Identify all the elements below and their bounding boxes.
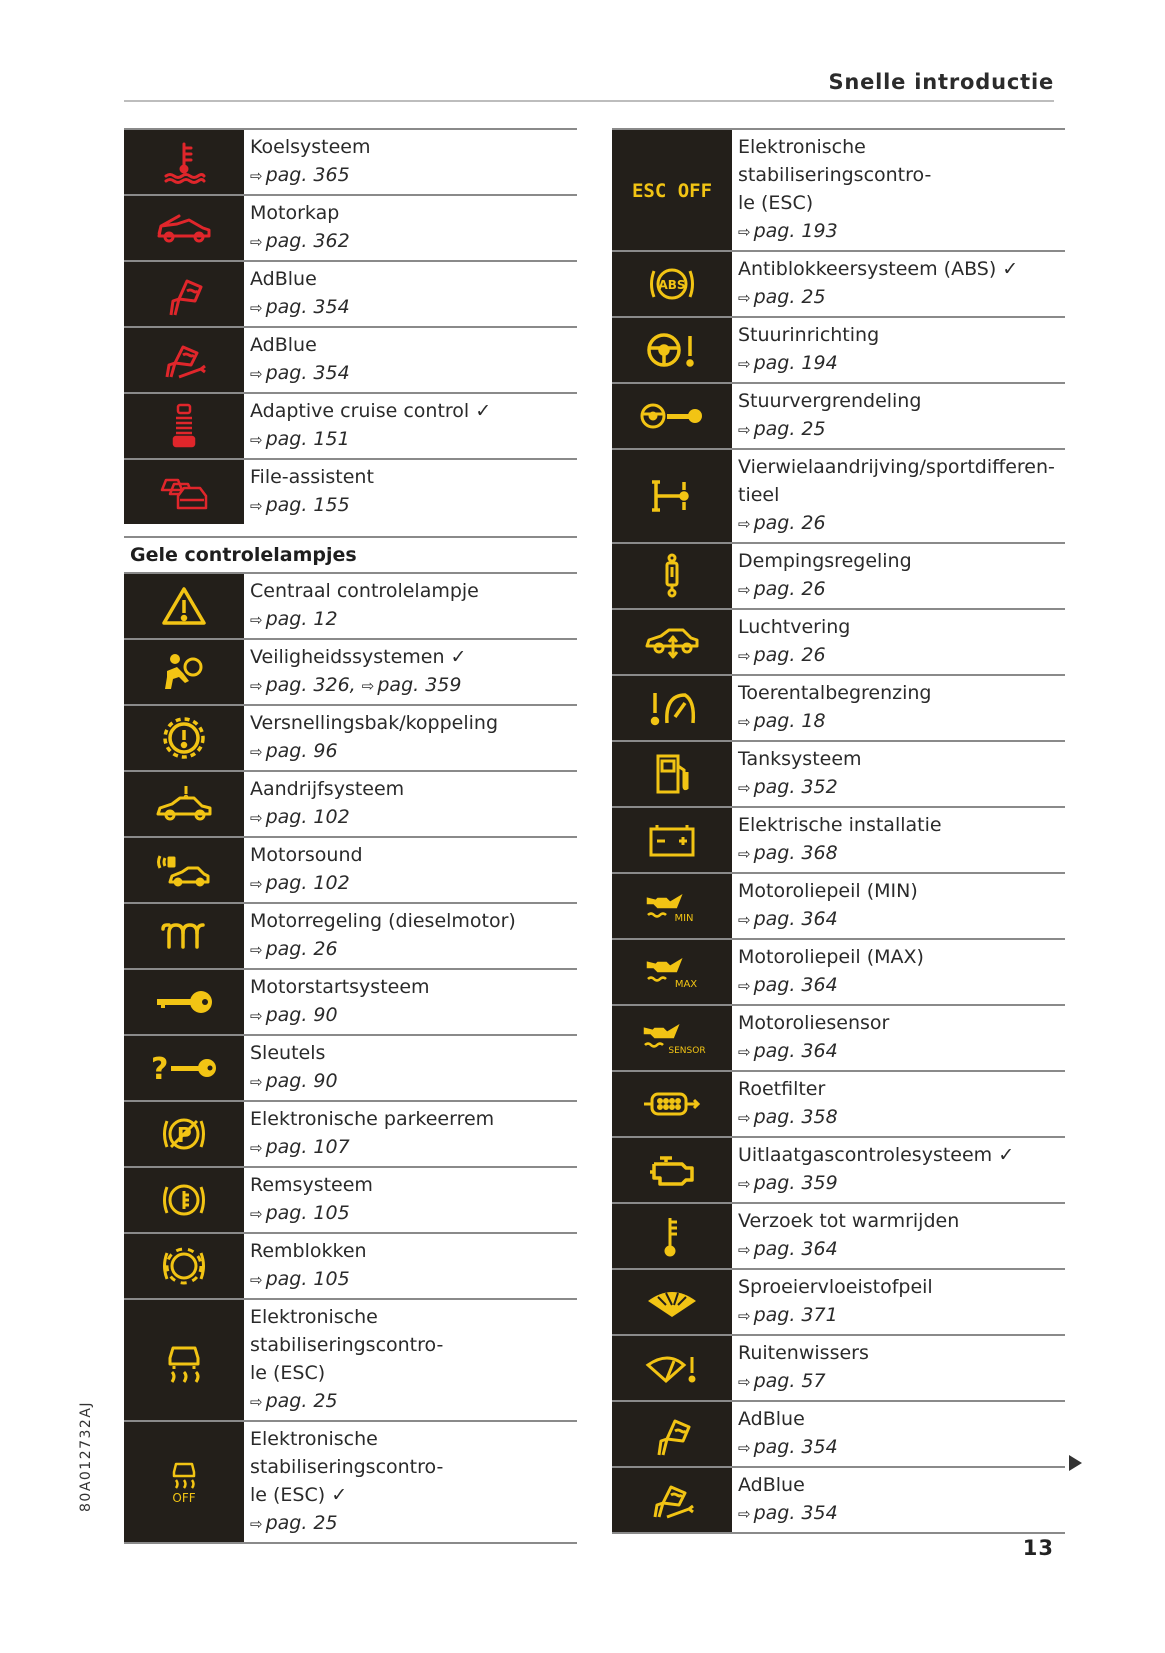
list-item [124, 902, 577, 968]
steering-lock-icon [639, 401, 705, 431]
entry-title: Ruitenwissers [738, 1342, 869, 1364]
entry-page-ref[interactable]: ⇨ pag. 354 [738, 1436, 838, 1458]
entry-page-ref[interactable]: ⇨ pag. 326, ⇨ pag. 359 [250, 674, 462, 696]
entry-title: Motoroliepeil (MAX) [738, 946, 924, 968]
list-item [124, 1298, 577, 1420]
list-item [124, 1166, 577, 1232]
oil-max-icon [644, 953, 700, 991]
list-item [612, 316, 1065, 382]
entry-title: AdBlue [738, 1408, 805, 1430]
list-item [612, 382, 1065, 448]
adblue-nozzle-icon [161, 271, 207, 317]
entry-page-ref[interactable]: ⇨ pag. 25 [250, 1512, 338, 1534]
adblue-wrench-icon [159, 337, 209, 383]
left-column [124, 128, 577, 1544]
entry-page-ref[interactable]: ⇨ pag. 57 [738, 1370, 826, 1392]
washer-fluid-icon [644, 1285, 700, 1319]
right-column [612, 128, 1065, 1534]
entry-page-ref[interactable]: ⇨ pag. 354 [738, 1502, 838, 1524]
entry-title: Remsysteem [250, 1174, 373, 1196]
list-item [612, 806, 1065, 872]
entry-page-ref[interactable]: ⇨ pag. 12 [250, 608, 338, 630]
entry-page-ref[interactable]: ⇨ pag. 155 [250, 494, 350, 516]
list-item [612, 1466, 1065, 1534]
particulate-filter-icon [642, 1088, 702, 1120]
entry-title-continued: le (ESC) ✓ [250, 1484, 348, 1506]
list-item [612, 1136, 1065, 1202]
entry-title: AdBlue [250, 334, 317, 356]
oil-min-icon [644, 887, 700, 925]
abs-label: ABS [658, 278, 686, 292]
oil-sensor-label: SENSOR [668, 1046, 706, 1056]
list-item [124, 458, 577, 524]
list-item [124, 836, 577, 902]
entry-page-ref[interactable]: ⇨ pag. 90 [250, 1004, 338, 1026]
entry-title: Elektrische installatie [738, 814, 942, 836]
list-item [612, 1334, 1065, 1400]
engine-check-icon [646, 1150, 698, 1190]
entry-title: Centraal controlelampje [250, 580, 479, 602]
list-item [612, 674, 1065, 740]
entry-page-ref[interactable]: ⇨ pag. 102 [250, 872, 350, 894]
entry-page-ref[interactable]: ⇨ pag. 362 [250, 230, 350, 252]
list-item [612, 1202, 1065, 1268]
entry-page-ref[interactable]: ⇨ pag. 26 [738, 512, 826, 534]
esc-off-text-icon [631, 175, 713, 205]
entry-title: Verzoek tot warmrijden [738, 1210, 960, 1232]
entry-title-continued: tieel [738, 484, 780, 506]
entry-title: Veiligheidssystemen ✓ [250, 646, 467, 668]
list-item [124, 572, 577, 638]
list-item [124, 638, 577, 704]
engine-sound-icon [156, 850, 212, 890]
entry-page-ref[interactable]: ⇨ pag. 354 [250, 296, 350, 318]
rpm-limit-icon [647, 687, 697, 729]
entry-page-ref[interactable]: ⇨ pag. 90 [250, 1070, 338, 1092]
fuel-icon [652, 752, 692, 796]
oil-min-label: MIN [674, 913, 694, 924]
entry-title: Elektronische stabiliseringscontro- [250, 1428, 444, 1478]
header-divider [124, 100, 1054, 102]
air-suspension-icon [643, 624, 701, 660]
list-item [124, 1420, 577, 1544]
list-item [612, 250, 1065, 316]
entry-page-ref[interactable]: ⇨ pag. 25 [738, 418, 826, 440]
coolant-temperature-icon [160, 140, 208, 184]
entry-page-ref[interactable]: ⇨ pag. 194 [738, 352, 838, 374]
brake-pads-icon [161, 1245, 207, 1287]
entry-title: Motorsound [250, 844, 363, 866]
entry-page-ref[interactable]: ⇨ pag. 371 [738, 1304, 838, 1326]
entry-title: File-assistent [250, 466, 374, 488]
entry-title: Motorstartsysteem [250, 976, 430, 998]
traffic-jam-assist-icon [158, 472, 210, 512]
adblue-wrench-icon [647, 1477, 697, 1523]
warning-triangle-icon [161, 585, 207, 627]
entry-page-ref[interactable]: ⇨ pag. 364 [738, 974, 838, 996]
entry-title: AdBlue [250, 268, 317, 290]
entry-page-ref[interactable]: ⇨ pag. 18 [738, 710, 826, 732]
battery-icon [647, 821, 697, 859]
entry-title: AdBlue [738, 1474, 805, 1496]
section-heading-yellow-lamps: Gele controlelampjes [124, 536, 577, 572]
entry-title: Elektronische stabiliseringscontro- [738, 136, 932, 186]
entry-page-ref[interactable]: ⇨ pag. 105 [250, 1268, 350, 1290]
list-item [124, 1034, 577, 1100]
entry-title: Dempingsregeling [738, 550, 912, 572]
gearbox-icon [162, 716, 206, 760]
entry-page-ref[interactable]: ⇨ pag. 352 [738, 776, 838, 798]
document-code: 80A012732AJ [78, 1400, 94, 1512]
adaptive-cruise-icon [169, 402, 199, 450]
entry-page-ref[interactable]: ⇨ pag. 365 [250, 164, 350, 186]
esc-off-icon [164, 1458, 204, 1506]
warm-up-icon [660, 1214, 684, 1258]
entry-page-ref[interactable]: ⇨ pag. 354 [250, 362, 350, 384]
entry-title: Uitlaatgascontrolesysteem ✓ [738, 1144, 1015, 1166]
abs-icon [648, 263, 696, 305]
entry-title: Luchtvering [738, 616, 851, 638]
entry-page-ref[interactable]: ⇨ pag. 25 [738, 286, 826, 308]
entry-title: Elektronische stabiliseringscontro- [250, 1306, 444, 1356]
list-item [612, 608, 1065, 674]
glow-plug-icon [159, 921, 209, 951]
list-item [124, 260, 577, 326]
list-item [612, 740, 1065, 806]
entry-page-ref[interactable]: ⇨ pag. 364 [738, 1040, 838, 1062]
entry-title: Motorkap [250, 202, 340, 224]
list-item [124, 194, 577, 260]
entry-page-ref[interactable]: ⇨ pag. 193 [738, 220, 838, 242]
entry-page-ref[interactable]: ⇨ pag. 358 [738, 1106, 838, 1128]
brake-system-icon [161, 1179, 207, 1221]
entry-title: Adaptive cruise control ✓ [250, 400, 492, 422]
entry-page-ref[interactable]: ⇨ pag. 96 [250, 740, 338, 762]
entry-title: Toerentalbegrenzing [738, 682, 932, 704]
parking-brake-icon [161, 1113, 207, 1155]
entry-title: Motorregeling (dieselmotor) [250, 910, 516, 932]
page-number: 13 [1022, 1536, 1054, 1560]
entry-title: Elektronische parkeerrem [250, 1108, 495, 1130]
list-item [612, 128, 1065, 250]
key-icon [153, 987, 215, 1017]
key-question-icon [149, 1051, 219, 1085]
list-item [124, 770, 577, 836]
entry-title: Sproeiervloeistofpeil [738, 1276, 933, 1298]
oil-max-label: MAX [674, 979, 698, 990]
list-item [612, 542, 1065, 608]
esc-off-label: OFF [172, 1491, 196, 1505]
entry-title: Aandrijfsysteem [250, 778, 405, 800]
adblue-nozzle-icon [649, 1411, 695, 1457]
entry-title: Stuurvergrendeling [738, 390, 922, 412]
entry-page-ref[interactable]: ⇨ pag. 359 [738, 1172, 838, 1194]
list-item [124, 392, 577, 458]
esc-icon [164, 1336, 204, 1384]
entry-page-ref[interactable]: ⇨ pag. 364 [738, 908, 838, 930]
entry-title-continued: le (ESC) [250, 1362, 326, 1384]
entry-title: Roetfilter [738, 1078, 826, 1100]
entry-page-ref[interactable]: ⇨ pag. 151 [250, 428, 350, 450]
entry-title: Tanksysteem [738, 748, 862, 770]
entry-title: Remblokken [250, 1240, 367, 1262]
list-item [612, 448, 1065, 542]
wiper-warning-icon [644, 1351, 700, 1385]
list-item [124, 326, 577, 392]
entry-title-continued: le (ESC) [738, 192, 814, 214]
steering-warning-icon [644, 330, 700, 370]
damper-icon [662, 553, 682, 599]
entry-title: Sleutels [250, 1042, 326, 1064]
entry-title: Motoroliepeil (MIN) [738, 880, 918, 902]
entry-title: Motoroliesensor [738, 1012, 890, 1034]
page-header-title: Snelle introductie [828, 70, 1054, 94]
list-item [124, 704, 577, 770]
list-item [612, 1268, 1065, 1334]
list-item [124, 128, 577, 194]
list-item [124, 968, 577, 1034]
svg-text:?: ? [151, 1052, 169, 1087]
entry-title: Versnellingsbak/koppeling [250, 712, 499, 734]
entry-title: Antiblokkeersysteem (ABS) ✓ [738, 258, 1019, 280]
entry-page-ref[interactable]: ⇨ pag. 364 [738, 1238, 838, 1260]
awd-icon [648, 476, 696, 516]
list-item [612, 872, 1065, 938]
airbag-icon [161, 651, 207, 693]
list-item [612, 1070, 1065, 1136]
svg-text:P: P [177, 1123, 192, 1147]
entry-page-ref[interactable]: ⇨ pag. 107 [250, 1136, 350, 1158]
entry-page-ref[interactable]: ⇨ pag. 26 [738, 578, 826, 600]
entry-title: Vierwielaandrijving/sportdifferen- [738, 456, 1055, 478]
oil-sensor-icon [641, 1019, 706, 1057]
list-item [612, 938, 1065, 1004]
entry-page-ref[interactable]: ⇨ pag. 26 [250, 938, 338, 960]
entry-page-ref[interactable]: ⇨ pag. 105 [250, 1202, 350, 1224]
entry-title: Stuurinrichting [738, 324, 880, 346]
list-item [124, 1100, 577, 1166]
esc-off-text-label: ESC OFF [631, 180, 713, 202]
list-item [124, 1232, 577, 1298]
hood-open-icon [153, 210, 215, 246]
entry-page-ref[interactable]: ⇨ pag. 25 [250, 1390, 338, 1412]
entry-title: Koelsysteem [250, 136, 371, 158]
continue-arrow-icon[interactable] [1069, 1455, 1082, 1471]
list-item [612, 1400, 1065, 1466]
entry-page-ref[interactable]: ⇨ pag. 368 [738, 842, 838, 864]
entry-page-ref[interactable]: ⇨ pag. 102 [250, 806, 350, 828]
list-item [612, 1004, 1065, 1070]
entry-page-ref[interactable]: ⇨ pag. 26 [738, 644, 826, 666]
drive-system-icon [154, 784, 214, 824]
